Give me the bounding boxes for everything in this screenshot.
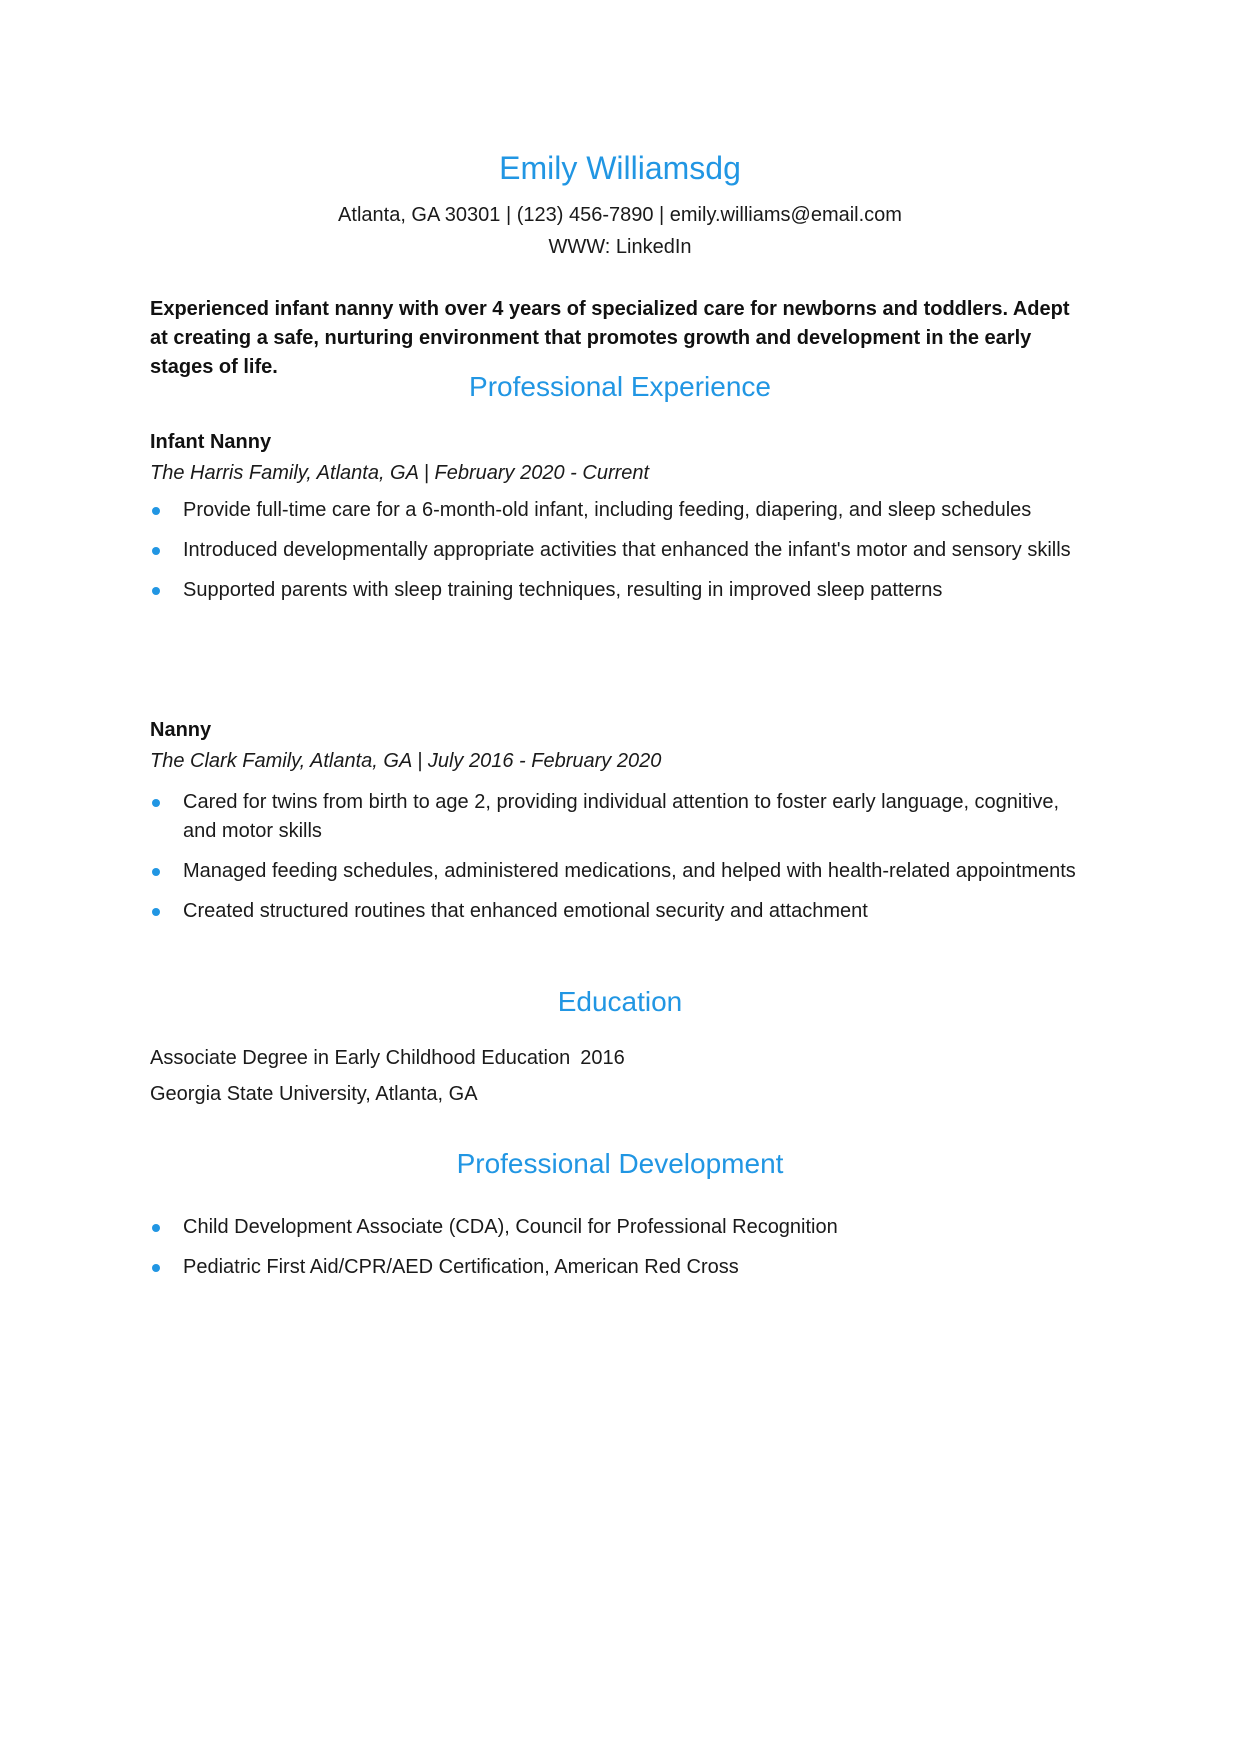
job-bullet-list <box>150 496 1090 616</box>
section-title-development: Professional Development <box>456 1148 784 1179</box>
bullet-dot-icon <box>152 908 160 916</box>
list-item <box>150 897 1090 926</box>
list-item <box>150 788 1090 846</box>
job-title: Infant Nanny <box>150 431 272 453</box>
bullet-text: Created structured routines that enhanced emotional security and attachment <box>183 900 868 922</box>
job-title: Nanny <box>150 719 212 741</box>
list-item <box>150 496 1090 525</box>
list-item <box>150 1213 1090 1242</box>
list-item <box>150 576 1090 605</box>
list-item <box>150 857 1090 886</box>
degree-year: 2016 <box>580 1047 625 1069</box>
bullet-dot-icon <box>152 1224 160 1232</box>
candidate-name: Emily Williamsdg <box>499 150 741 186</box>
bullet-dot-icon <box>152 1264 160 1272</box>
bullet-dot-icon <box>152 868 160 876</box>
bullet-text: Introduced developmentally appropriate activities that enhanced the infant's motor and sensory skills <box>183 539 1071 561</box>
summary-paragraph: Experienced infant nanny with over 4 years of specialized care for newborns and toddlers. Adept at creating a safe, nurturing environment that promotes growth and development in the early stages of life. <box>150 298 1070 378</box>
list-item <box>150 1253 1090 1282</box>
degree-name: Associate Degree in Early Childhood Education <box>150 1047 571 1069</box>
section-title-education: Education <box>557 986 683 1017</box>
job-bullet-list <box>150 788 1090 937</box>
contact-block <box>150 199 1090 263</box>
development-bullet-list <box>150 1213 1090 1293</box>
job-meta: The Harris Family, Atlanta, GA | February 2020 - Current <box>150 462 650 484</box>
bullet-text: Pediatric First Aid/CPR/AED Certification, American Red Cross <box>183 1256 739 1278</box>
bullet-dot-icon <box>152 587 160 595</box>
section-title-experience: Professional Experience <box>469 371 771 402</box>
bullet-dot-icon <box>152 799 160 807</box>
bullet-dot-icon <box>152 507 160 515</box>
bullet-text: Cared for twins from birth to age 2, providing individual attention to foster early language, cognitive, and motor skills <box>183 791 1060 842</box>
job-meta: The Clark Family, Atlanta, GA | July 2016 - February 2020 <box>150 750 662 772</box>
bullet-text: Managed feeding schedules, administered medications, and helped with health-related appointments <box>183 860 1076 882</box>
list-item <box>150 536 1090 565</box>
education-degree-line <box>150 1042 625 1074</box>
contact-line: Atlanta, GA 30301 | (123) 456-7890 | emily.williams@email.com <box>338 204 902 226</box>
bullet-text: Child Development Associate (CDA), Council for Professional Recognition <box>183 1216 838 1238</box>
bullet-text: Provide full-time care for a 6-month-old infant, including feeding, diapering, and sleep schedules <box>183 499 1032 521</box>
education-school: Georgia State University, Atlanta, GA <box>150 1083 478 1105</box>
web-line: WWW: LinkedIn <box>548 236 692 258</box>
bullet-dot-icon <box>152 547 160 555</box>
bullet-text: Supported parents with sleep training techniques, resulting in improved sleep patterns <box>183 579 943 601</box>
